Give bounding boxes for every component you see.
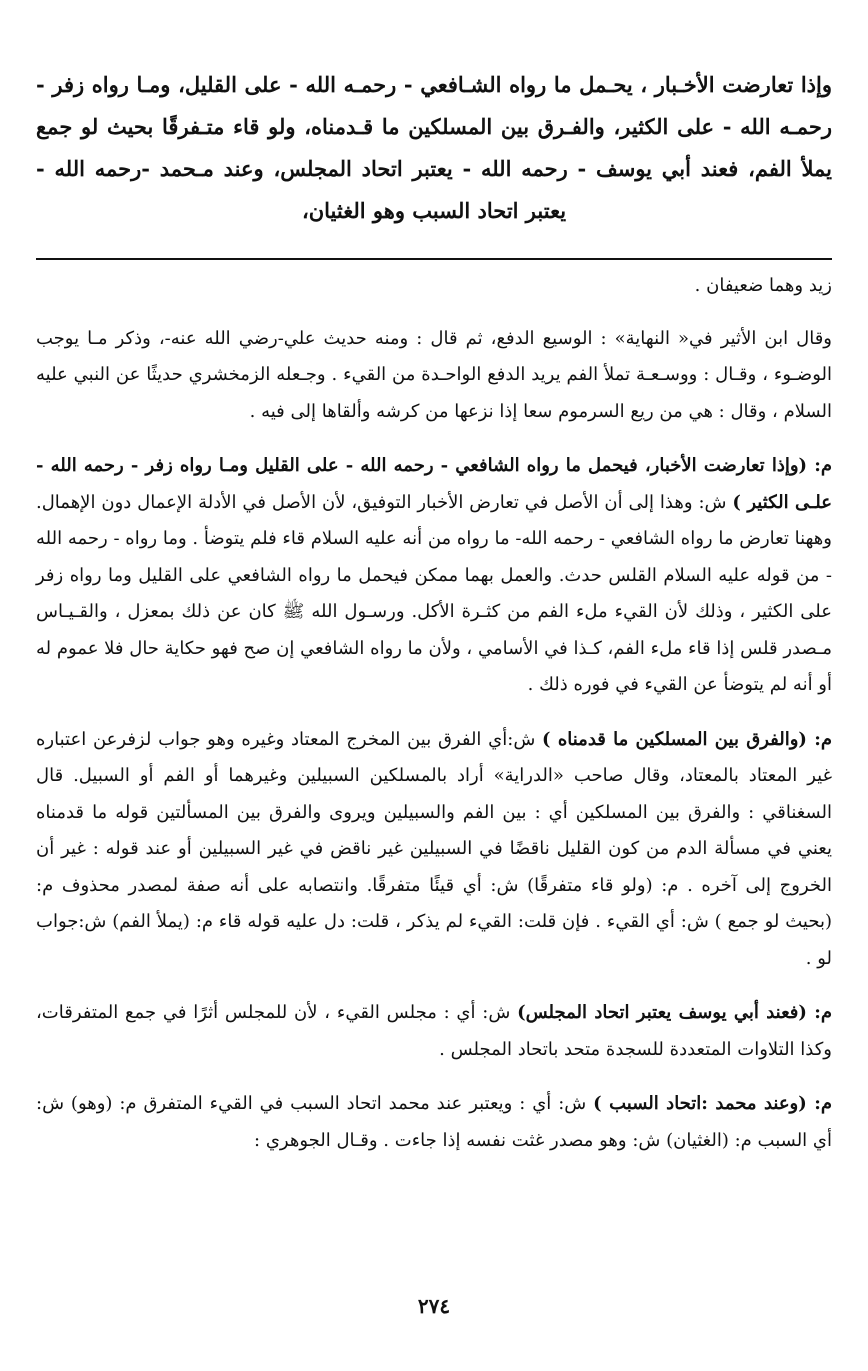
sharh-text: ش: وهذا إلى أن الأصل في تعارض الأخبار التوفيق، لأن الأصل في الأدلة الإعمال دون الإهمال. وههنا تعارض ما رواه الشافعي - رحمه الله- ما رواه من أنه عليه السلام قاء فلم يتوضأ . وما رواه - رحمه الله - من قوله عليه السلام القلس حدث. والعمل بهما ممكن فيحمل ما رواه الشافعي على القليل وما رواه زفر على الكثير ، وذلك لأن القيء ملء الفم من كثـرة الأكل. ورسـول الله ﷺ كان عن ذلك بمعزل ، والقـيـاس مـصدر قلس إذا قاء ملء الفم، كـذا في الأسامي ، ولأن ما رواه الشافعي إن صح فهو حكاية حال فلا عموم له أو أنه لم يتوضأ عن القيء في فوره ذلك . — [36, 491, 833, 695]
commentary-paragraph-3 — [36, 448, 832, 704]
matn-quote: م: (وعند محمد :اتحاد السبب ) — [593, 1093, 832, 1114]
matn-quote: م: (والفرق بين المسلكين ما قدمناه ) — [542, 728, 832, 750]
matn-quote: م: (فعند أبي يوسف يعتبر اتحاد المجلس) — [517, 1002, 832, 1023]
commentary-paragraph-5 — [36, 995, 832, 1068]
sharh-text: ش: أي : ويعتبر عند محمد اتحاد السبب في القيء المتفرق م: (وهو) ش: أي السبب م: (الغثيان) ش: وهو مصدر غثت نفسه إذا جاءت . وقـال الجوهري : — [36, 1093, 832, 1151]
commentary-section — [36, 268, 832, 1159]
matn-quote: م: (وإذا تعارضت الأخبار، فيحمل ما رواه الشافعي - رحمه الله - على القليل ومـا رواه زفر - رحمه الله - علـى الكثير ) — [36, 455, 833, 513]
commentary-paragraph-1: زيد وهما ضعيفان . — [694, 275, 832, 296]
sharh-text: ش:أي الفرق بين المخرج المعتاد وغيره وهو جواب لزفرعن اعتباره غير المعتاد بالمعتاد، وقال صاحب «الدراية» أراد بالمسلكين السبيلين وغيرهما أو الفم أو السبيل. قال السغناقي : والفرق بين المسلكين أي : بين الفم والسبيلين ويروى والفرق بين المسألتين قوله ما قدمناه يعني في مسألة الدم من كون القليل ناقضًا في السبيلين غير ناقض في غير السبيلين أو عند قوله : غير أن الخروج إلى آخره . م: (ولو قاء متفرقًا) ش: أي قيئًا متفرقًا. وانتصابه على أنه صفة لمصدر محذوف م: (بحيث لو جمع ) ش: أي القيء . فإن قلت: القيء لم يذكر ، قلت: دل عليه قوله قاء م: (يملأ الفم) ش:جواب لو . — [36, 728, 832, 969]
matn-text: وإذا تعارضت الأخـبار ، يحـمل ما رواه الشـافعي - رحمـه الله - على القليل، ومـا رواه زفر - رحمـه الله - على الكثير، والفـرق بين المسلكين ما قـدمناه، ولو قاء متـفرقًا بحيث لو جمع يملأ الفم، فعند أبي يوسف - رحمه الله - يعتبر اتحاد المجلس، وعند مـحمد -رحمه الله - يعتبر اتحاد السبب وهو الغثيان، — [36, 72, 832, 223]
commentary-paragraph-6 — [36, 1086, 832, 1159]
commentary-paragraph-2: وقال ابن الأثير في« النهاية» : الوسيع الدفع، ثم قال : ومنه حديث علي-رضي الله عنه-، وذكر مـا يوجب الوضـوء ، وقـال : ووسـعـة تملأ الفم يريد الدفع الواحـدة من القيء . وجـعله الزمخشري حديثًا عن النبي عليه السلام ، وقال : هي من ريع السرموم سعا إذا نزعها من كرشه وألقاها إلى فيه . — [36, 327, 832, 422]
commentary-paragraph-4 — [36, 722, 832, 978]
page-number: ٢٧٤ — [417, 1294, 451, 1318]
sharh-text: ش: أي : مجلس القيء ، لأن للمجلس أثرًا في جمع المتفرقات، وكذا التلاوات المتعددة للسجدة متحد باتحاد المجلس . — [36, 1002, 832, 1060]
section-divider — [36, 258, 832, 260]
